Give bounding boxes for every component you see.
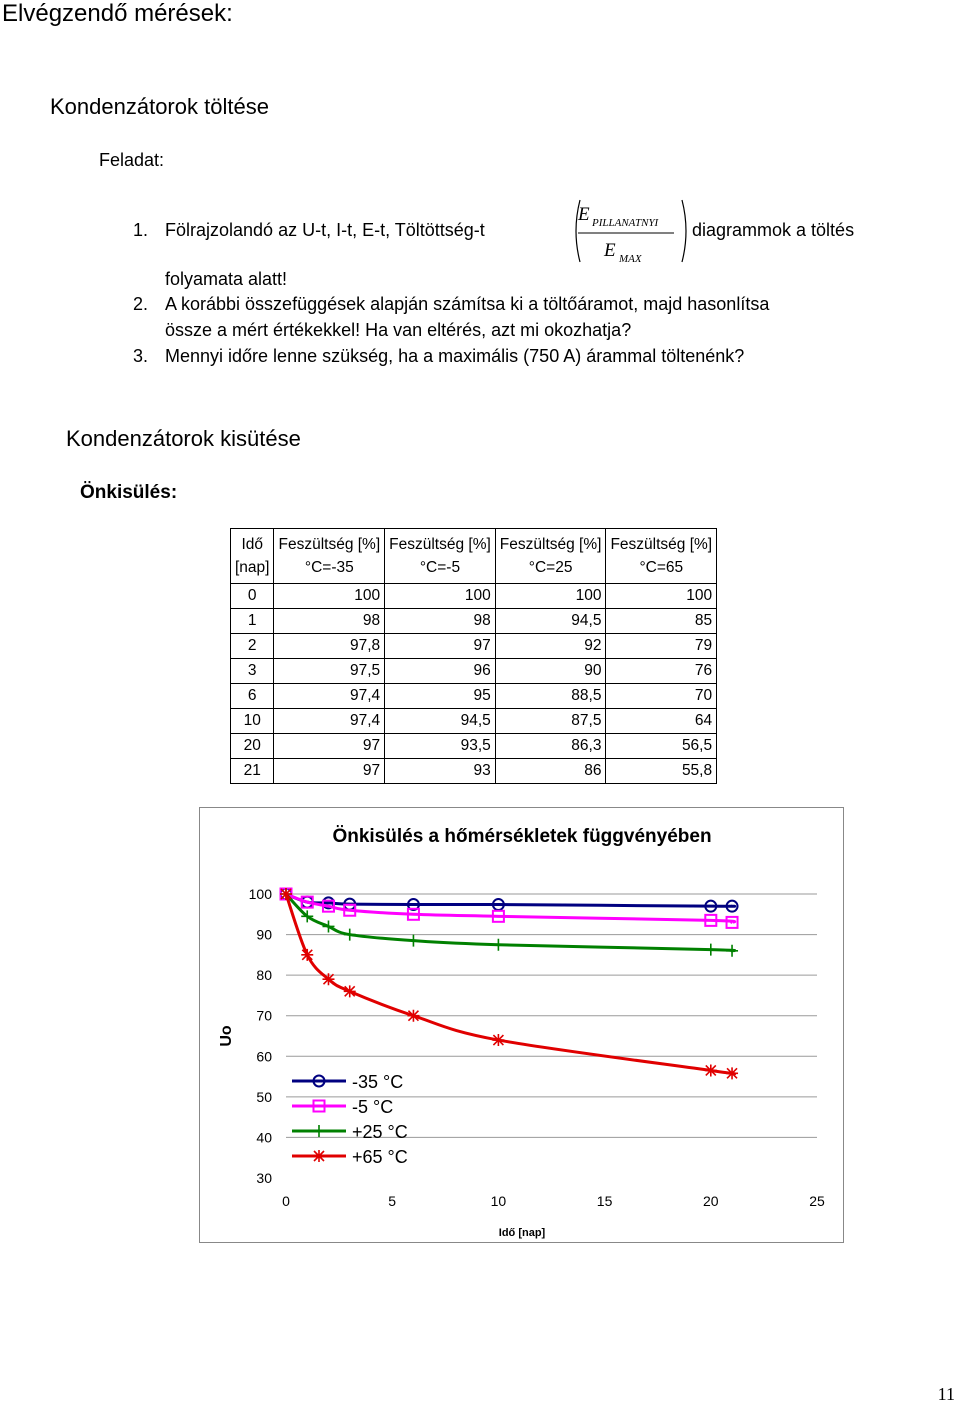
data-point [705,944,717,956]
table-cell-value: 87,5 [495,709,606,734]
x-tick-label: 15 [596,1193,613,1209]
table-cell-value: 70 [606,684,717,709]
y-tick-label: 100 [248,886,272,902]
table-cell-value: 79 [606,634,717,659]
table-cell-value: 97 [274,734,385,759]
page-title: Elvégzendő mérések: [2,0,233,27]
legend-marker [313,1150,325,1162]
table-cell-value: 86,3 [495,734,606,759]
table-cell-value: 98 [274,609,385,634]
legend-label: -5 °C [352,1097,394,1117]
table-row [231,709,717,734]
series-line [286,894,735,951]
table-cell-value: 97,4 [274,709,385,734]
table-row [231,584,717,609]
formula-denominator-var: E [604,240,616,261]
self-discharge-table [230,528,717,784]
y-tick-label: 70 [256,1007,272,1024]
table-cell-value: 76 [606,659,717,684]
y-tick-label: 90 [256,926,272,943]
x-tick-label: 5 [388,1193,397,1209]
table-cell-value: 94,5 [495,609,606,634]
y-axis-label: Uo [218,1025,235,1047]
y-tick-label: 80 [256,967,272,984]
table-cell-time: 2 [231,634,274,659]
table-row [231,609,717,634]
table-cell-value: 97,8 [274,634,385,659]
data-point [492,1034,504,1046]
data-point [344,985,356,997]
item-1-text-line2: folyamata alatt! [165,269,288,289]
table-cell-value: 86 [495,759,606,784]
table-cell-value: 93,5 [385,734,496,759]
y-tick-label: 60 [256,1048,272,1065]
table-row [231,634,717,659]
table-row [231,734,717,759]
table-cell-time: 0 [231,584,274,609]
section-title-charging: Kondenzátorok töltése [50,94,269,119]
x-tick-label: 0 [282,1193,290,1209]
table-header-col1: Feszültség [%] °C=-35 [274,529,385,584]
table-cell-value: 100 [606,584,717,609]
x-axis-label: Idő [nap] [498,1227,546,1239]
task-label: Feladat: [99,150,165,170]
table-cell-value: 100 [495,584,606,609]
page-number: 11 [937,1384,955,1404]
data-point [280,888,292,900]
legend-label: +25 °C [352,1122,408,1142]
item-1-text: Fölrajzolandó az U-t, I-t, E-t, Töltöttség-t [165,220,485,240]
table-header-col3: Feszültség [%] °C=25 [495,529,606,584]
table-cell-value: 98 [385,609,496,634]
table-cell-value: 96 [385,659,496,684]
table-cell-value: 92 [495,634,606,659]
table-header-row [231,529,717,584]
legend-label: +65 °C [352,1147,408,1167]
table-cell-time: 1 [231,609,274,634]
table-cell-time: 6 [231,684,274,709]
table-cell-value: 97 [385,634,496,659]
subsection-self-discharge: Önkisülés: [80,482,178,503]
table-cell-value: 90 [495,659,606,684]
table-cell-value: 88,5 [495,684,606,709]
table-cell-time: 3 [231,659,274,684]
item-3-number: 3. [133,346,149,366]
table-cell-value: 97,5 [274,659,385,684]
legend-label: -35 °C [352,1072,404,1092]
table-cell-value: 100 [274,584,385,609]
item-2-number: 2. [133,294,149,314]
section-title-discharging: Kondenzátorok kisütése [66,426,301,451]
data-point [726,945,738,957]
table-row [231,759,717,784]
y-tick-label: 30 [256,1170,272,1186]
table-header-col2: Feszültség [%] °C=-5 [385,529,496,584]
chart-title: Önkisülés a hőmérsékletek függvényében [332,826,712,847]
data-point [322,920,334,932]
table-row [231,659,717,684]
item-3-line1: Mennyi időre lenne szükség, ha a maximális (750 A) árammal töltenénk? [165,346,745,366]
data-point [726,1067,738,1079]
formula-numerator-sub: PILLANATNYI [592,217,659,229]
table-cell-value: 64 [606,709,717,734]
table-cell-value: 94,5 [385,709,496,734]
fraction-formula [570,196,692,266]
data-point [301,949,313,961]
table-cell-value: 85 [606,609,717,634]
table-cell-value: 55,8 [606,759,717,784]
table-row [231,684,717,709]
data-point [322,973,334,985]
data-point [407,935,419,947]
y-tick-label: 50 [256,1088,272,1105]
table-header-time: Idő [nap] [231,529,274,584]
formula-numerator-var: E [578,204,590,225]
y-tick-label: 40 [256,1129,272,1146]
self-discharge-chart [199,807,844,1243]
data-point [492,939,504,951]
x-tick-label: 10 [490,1193,507,1209]
x-tick-label: 20 [703,1193,719,1209]
table-cell-time: 20 [231,734,274,759]
table-cell-value: 95 [385,684,496,709]
table-cell-value: 97 [274,759,385,784]
table-cell-value: 93 [385,759,496,784]
item-1-text-after: diagrammok a töltés [692,220,855,240]
table-cell-value: 100 [385,584,496,609]
table-cell-value: 56,5 [606,734,717,759]
item-2-line1: A korábbi összefüggések alapján számítsa ki a töltőáramot, majd hasonlítsa [165,294,770,314]
data-point [705,1064,717,1076]
table-cell-value: 97,4 [274,684,385,709]
data-point [344,929,356,941]
item-1-number: 1. [133,220,149,240]
data-point [407,1010,419,1022]
table-cell-time: 10 [231,709,274,734]
x-tick-label: 25 [809,1193,825,1209]
formula-denominator-sub: MAX [619,253,642,265]
table-header-col4: Feszültség [%] °C=65 [606,529,717,584]
item-2-line2: össze a mért értékekkel! Ha van eltérés, azt mi okozhatja? [165,320,632,340]
table-cell-time: 21 [231,759,274,784]
legend-marker [313,1125,325,1137]
